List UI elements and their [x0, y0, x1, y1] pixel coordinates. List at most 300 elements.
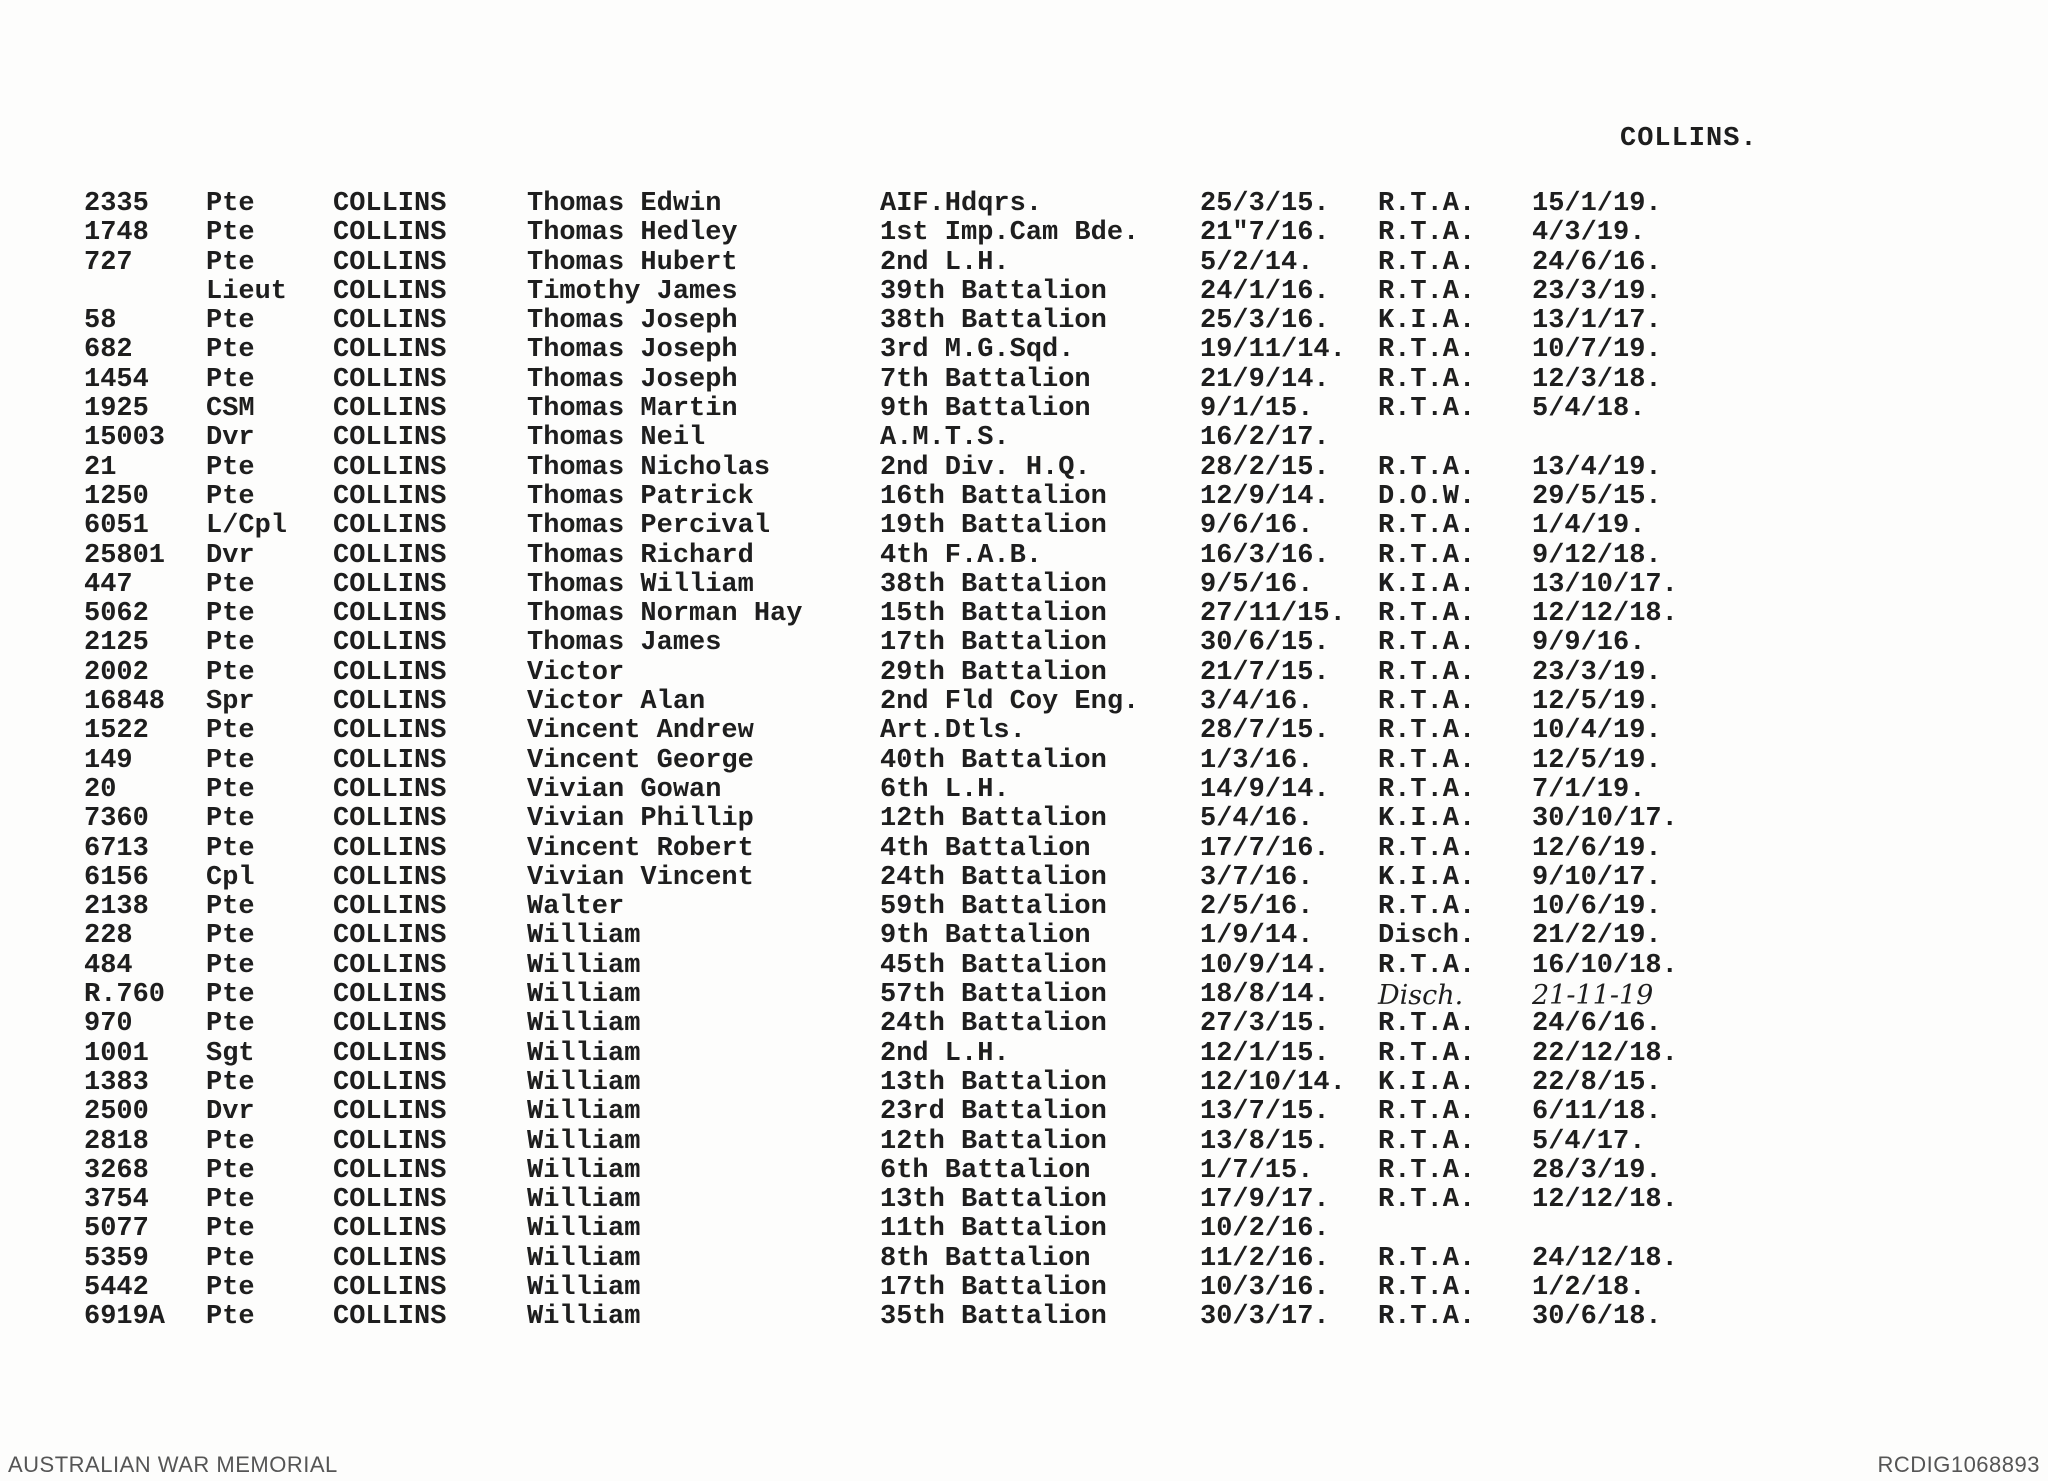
service-number-cell: R.760 [84, 980, 166, 1011]
surname-cell: COLLINS [333, 569, 447, 600]
table-row [0, 1274, 2048, 1303]
surname-cell: COLLINS [333, 540, 447, 571]
surname-cell: COLLINS [333, 833, 447, 864]
given-names-cell: Thomas Joseph [527, 335, 738, 366]
enlistment-date-cell: 24/1/16. [1200, 276, 1330, 307]
table-row [0, 805, 2048, 834]
given-names-cell: Timothy James [527, 276, 738, 307]
given-names-cell: William [527, 1302, 641, 1333]
given-names-cell: Thomas William [527, 569, 754, 600]
enlistment-date-cell: 12/10/14. [1200, 1067, 1346, 1098]
fate-cell: R.T.A. [1378, 1009, 1476, 1040]
table-row [0, 278, 2048, 307]
enlistment-date-cell: 9/1/15. [1200, 394, 1314, 425]
table-row [0, 1010, 2048, 1039]
fate-date-cell: 24/6/16. [1532, 1009, 1662, 1040]
enlistment-date-cell: 19/11/14. [1200, 335, 1346, 366]
given-names-cell: Thomas Norman Hay [527, 599, 803, 630]
unit-cell: 45th Battalion [880, 950, 1107, 981]
service-number-cell: 25801 [84, 540, 166, 571]
fate-cell: R.T.A. [1378, 218, 1476, 249]
rank-cell: Pte [206, 657, 255, 688]
surname-cell: COLLINS [333, 1067, 447, 1098]
given-names-cell: Vincent Andrew [527, 716, 754, 747]
given-names-cell: William [527, 1272, 641, 1303]
unit-cell: 35th Battalion [880, 1302, 1107, 1333]
fate-date-cell: 30/10/17. [1532, 804, 1678, 835]
service-number-cell: 5359 [84, 1243, 149, 1274]
unit-cell: 1st Imp.Cam Bde. [880, 218, 1140, 249]
enlistment-date-cell: 5/4/16. [1200, 804, 1314, 835]
table-row [0, 952, 2048, 981]
enlistment-date-cell: 14/9/14. [1200, 774, 1330, 805]
fate-cell: R.T.A. [1378, 364, 1476, 395]
rank-cell: Cpl [206, 862, 255, 893]
fate-cell: R.T.A. [1378, 599, 1476, 630]
service-number-cell: 228 [84, 921, 133, 952]
service-number-cell: 6713 [84, 833, 149, 864]
table-row [0, 366, 2048, 395]
service-number-cell: 6156 [84, 862, 149, 893]
surname-cell: COLLINS [333, 276, 447, 307]
service-number-cell: 2500 [84, 1097, 149, 1128]
given-names-cell: William [527, 1185, 641, 1216]
surname-cell: COLLINS [333, 921, 447, 952]
unit-cell: 4th Battalion [880, 833, 1091, 864]
enlistment-date-cell: 10/9/14. [1200, 950, 1330, 981]
surname-cell: COLLINS [333, 745, 447, 776]
fate-cell: R.T.A. [1378, 892, 1476, 923]
given-names-cell: William [527, 1126, 641, 1157]
unit-cell: 2nd L.H. [880, 247, 1010, 278]
table-row [0, 1245, 2048, 1274]
unit-cell: 29th Battalion [880, 657, 1107, 688]
service-number-cell: 21 [84, 452, 117, 483]
fate-cell: R.T.A. [1378, 247, 1476, 278]
unit-cell: 9th Battalion [880, 921, 1091, 952]
unit-cell: 38th Battalion [880, 306, 1107, 337]
given-names-cell: Victor Alan [527, 687, 706, 718]
fate-date-cell: 10/4/19. [1532, 716, 1662, 747]
unit-cell: AIF.Hdqrs. [880, 189, 1043, 219]
unit-cell: 24th Battalion [880, 862, 1107, 893]
service-number-cell: 970 [84, 1009, 133, 1040]
rank-cell: Pte [206, 1155, 255, 1186]
surname-cell: COLLINS [333, 657, 447, 688]
rank-cell: Pte [206, 306, 255, 337]
given-names-cell: William [527, 1214, 641, 1245]
enlistment-date-cell: 25/3/16. [1200, 306, 1330, 337]
fate-date-cell: 6/11/18. [1532, 1097, 1662, 1128]
table-row [0, 1098, 2048, 1127]
service-number-cell: 1454 [84, 364, 149, 395]
rank-cell: Pte [206, 599, 255, 630]
rank-cell: Pte [206, 218, 255, 249]
rank-cell: CSM [206, 394, 255, 425]
fate-cell: R.T.A. [1378, 628, 1476, 659]
given-names-cell: Vincent Robert [527, 833, 754, 864]
fate-date-cell: 12/6/19. [1532, 833, 1662, 864]
fate-cell: R.T.A. [1378, 1243, 1476, 1274]
fate-cell: R.T.A. [1378, 511, 1476, 542]
rank-cell: Pte [206, 980, 255, 1011]
table-row [0, 512, 2048, 541]
unit-cell: 17th Battalion [880, 628, 1107, 659]
rank-cell: Pte [206, 745, 255, 776]
fate-cell: R.T.A. [1378, 833, 1476, 864]
service-number-cell: 58 [84, 306, 117, 337]
surname-cell: COLLINS [333, 452, 447, 483]
given-names-cell: William [527, 1155, 641, 1186]
surname-cell: COLLINS [333, 1155, 447, 1186]
surname-cell: COLLINS [333, 364, 447, 395]
unit-cell: 24th Battalion [880, 1009, 1107, 1040]
given-names-cell: William [527, 1038, 641, 1069]
enlistment-date-cell: 10/2/16. [1200, 1214, 1330, 1245]
service-number-cell: 5062 [84, 599, 149, 630]
fate-date-cell: 1/2/18. [1532, 1272, 1646, 1303]
fate-date-cell: 5/4/18. [1532, 394, 1646, 425]
rank-cell: Pte [206, 569, 255, 600]
fate-date-cell: 12/3/18. [1532, 364, 1662, 395]
given-names-cell: Thomas Neil [527, 423, 706, 454]
enlistment-date-cell: 1/3/16. [1200, 745, 1314, 776]
rank-cell: L/Cpl [206, 511, 288, 542]
surname-cell: COLLINS [333, 1302, 447, 1333]
fate-cell: R.T.A. [1378, 1185, 1476, 1216]
enlistment-date-cell: 28/7/15. [1200, 716, 1330, 747]
table-row [0, 600, 2048, 629]
enlistment-date-cell: 21/7/15. [1200, 657, 1330, 688]
enlistment-date-cell: 21/9/14. [1200, 364, 1330, 395]
given-names-cell: Thomas Hedley [527, 218, 738, 249]
fate-date-cell: 9/12/18. [1532, 540, 1662, 571]
enlistment-date-cell: 12/1/15. [1200, 1038, 1330, 1069]
fate-cell: R.T.A. [1378, 394, 1476, 425]
service-number-cell: 1925 [84, 394, 149, 425]
service-number-cell: 20 [84, 774, 117, 805]
rank-cell: Pte [206, 833, 255, 864]
footer-reference: RCDIG1068893 [1877, 1452, 2040, 1477]
fate-date-cell: 4/3/19. [1532, 218, 1646, 249]
rank-cell: Pte [206, 1126, 255, 1157]
fate-cell: R.T.A. [1378, 1272, 1476, 1303]
service-number-cell: 1522 [84, 716, 149, 747]
given-names-cell: William [527, 980, 641, 1011]
fate-date-cell: 24/12/18. [1532, 1243, 1678, 1274]
surname-cell: COLLINS [333, 335, 447, 366]
service-number-cell: 1748 [84, 218, 149, 249]
service-number-cell: 1001 [84, 1038, 149, 1069]
rank-cell: Pte [206, 1243, 255, 1274]
surname-cell: COLLINS [333, 862, 447, 893]
given-names-cell: Vivian Vincent [527, 862, 754, 893]
table-row [0, 395, 2048, 424]
table-row [0, 629, 2048, 658]
surname-cell: COLLINS [333, 980, 447, 1011]
fate-date-cell: 13/4/19. [1532, 452, 1662, 483]
enlistment-date-cell: 5/2/14. [1200, 247, 1314, 278]
fate-cell: R.T.A. [1378, 657, 1476, 688]
surname-cell: COLLINS [333, 804, 447, 835]
service-number-cell: 2138 [84, 892, 149, 923]
table-row [0, 1157, 2048, 1186]
table-row [0, 249, 2048, 278]
unit-cell: 4th F.A.B. [880, 540, 1043, 571]
given-names-cell: Thomas Joseph [527, 306, 738, 337]
unit-cell: 12th Battalion [880, 804, 1107, 835]
service-number-cell: 5442 [84, 1272, 149, 1303]
given-names-cell: William [527, 1243, 641, 1274]
fate-date-cell: 23/3/19. [1532, 657, 1662, 688]
table-row [0, 835, 2048, 864]
fate-date-cell: 10/6/19. [1532, 892, 1662, 923]
fate-cell: R.T.A. [1378, 1126, 1476, 1157]
given-names-cell: Thomas Richard [527, 540, 754, 571]
unit-cell: 2nd L.H. [880, 1038, 1010, 1069]
enlistment-date-cell: 25/3/15. [1200, 189, 1330, 219]
given-names-cell: William [527, 1067, 641, 1098]
fate-date-cell: 7/1/19. [1532, 774, 1646, 805]
rank-cell: Pte [206, 1272, 255, 1303]
table-row [0, 747, 2048, 776]
fate-cell: K.I.A. [1378, 1067, 1476, 1098]
service-number-cell: 7360 [84, 804, 149, 835]
surname-cell: COLLINS [333, 892, 447, 923]
given-names-cell: Victor [527, 657, 625, 688]
surname-cell: COLLINS [333, 1243, 447, 1274]
service-number-cell: 6919A [84, 1302, 166, 1333]
fate-date-cell: 5/4/17. [1532, 1126, 1646, 1157]
fate-cell: R.T.A. [1378, 189, 1476, 219]
footer-institution: AUSTRALIAN WAR MEMORIAL [8, 1452, 338, 1477]
enlistment-date-cell: 10/3/16. [1200, 1272, 1330, 1303]
fate-date-cell: 23/3/19. [1532, 276, 1662, 307]
given-names-cell: William [527, 1097, 641, 1128]
service-number-cell: 1250 [84, 481, 149, 512]
surname-cell: COLLINS [333, 306, 447, 337]
surname-cell: COLLINS [333, 599, 447, 630]
service-number-cell: 3754 [84, 1185, 149, 1216]
service-number-cell: 2002 [84, 657, 149, 688]
service-number-cell: 682 [84, 335, 133, 366]
unit-cell: 9th Battalion [880, 394, 1091, 425]
table-row [0, 776, 2048, 805]
fate-cell: R.T.A. [1378, 276, 1476, 307]
enlistment-date-cell: 30/3/17. [1200, 1302, 1330, 1333]
rank-cell: Pte [206, 481, 255, 512]
given-names-cell: William [527, 921, 641, 952]
service-number-cell: 447 [84, 569, 133, 600]
rank-cell: Pte [206, 1067, 255, 1098]
rank-cell: Spr [206, 687, 255, 718]
fate-cell: R.T.A. [1378, 1038, 1476, 1069]
surname-cell: COLLINS [333, 511, 447, 542]
service-number-cell: 2818 [84, 1126, 149, 1157]
rank-cell: Pte [206, 892, 255, 923]
fate-date-cell: 13/1/17. [1532, 306, 1662, 337]
unit-cell: Art.Dtls. [880, 716, 1026, 747]
rank-cell: Pte [206, 716, 255, 747]
unit-cell: 6th L.H. [880, 774, 1010, 805]
unit-cell: 57th Battalion [880, 980, 1107, 1011]
service-number-cell: 484 [84, 950, 133, 981]
table-row [0, 1069, 2048, 1098]
rank-cell: Lieut [206, 276, 288, 307]
given-names-cell: Thomas Hubert [527, 247, 738, 278]
fate-date-cell: 22/8/15. [1532, 1067, 1662, 1098]
fate-cell: Disch. [1378, 980, 1464, 1012]
enlistment-date-cell: 30/6/15. [1200, 628, 1330, 659]
given-names-cell: William [527, 1009, 641, 1040]
enlistment-date-cell: 17/9/17. [1200, 1185, 1330, 1216]
service-number-cell: 2125 [84, 628, 149, 659]
enlistment-date-cell: 16/2/17. [1200, 423, 1330, 454]
surname-cell: COLLINS [333, 1097, 447, 1128]
rank-cell: Pte [206, 247, 255, 278]
table-row [0, 307, 2048, 336]
table-row [0, 922, 2048, 951]
surname-cell: COLLINS [333, 628, 447, 659]
fate-date-cell: 16/10/18. [1532, 950, 1678, 981]
given-names-cell: Thomas Edwin [527, 189, 722, 219]
enlistment-date-cell: 11/2/16. [1200, 1243, 1330, 1274]
rank-cell: Pte [206, 628, 255, 659]
unit-cell: 6th Battalion [880, 1155, 1091, 1186]
fate-cell: R.T.A. [1378, 1155, 1476, 1186]
enlistment-date-cell: 3/4/16. [1200, 687, 1314, 718]
fate-cell: R.T.A. [1378, 716, 1476, 747]
given-names-cell: Thomas James [527, 628, 722, 659]
rank-cell: Pte [206, 452, 255, 483]
unit-cell: 15th Battalion [880, 599, 1107, 630]
service-number-cell: 5077 [84, 1214, 149, 1245]
table-row [0, 864, 2048, 893]
unit-cell: 17th Battalion [880, 1272, 1107, 1303]
service-number-cell: 2335 [84, 189, 149, 219]
unit-cell: 19th Battalion [880, 511, 1107, 542]
enlistment-date-cell: 1/7/15. [1200, 1155, 1314, 1186]
unit-cell: 7th Battalion [880, 364, 1091, 395]
rank-cell: Pte [206, 364, 255, 395]
given-names-cell: Walter [527, 892, 625, 923]
fate-cell: R.T.A. [1378, 1097, 1476, 1128]
unit-cell: 59th Battalion [880, 892, 1107, 923]
unit-cell: 39th Battalion [880, 276, 1107, 307]
surname-cell: COLLINS [333, 423, 447, 454]
fate-date-cell: 30/6/18. [1532, 1302, 1662, 1333]
service-number-cell: 6051 [84, 511, 149, 542]
table-row [0, 336, 2048, 365]
surname-cell: COLLINS [333, 1009, 447, 1040]
fate-cell: R.T.A. [1378, 1302, 1476, 1333]
rank-cell: Dvr [206, 423, 255, 454]
fate-cell: R.T.A. [1378, 687, 1476, 718]
unit-cell: 12th Battalion [880, 1126, 1107, 1157]
enlistment-date-cell: 21"7/16. [1200, 218, 1330, 249]
unit-cell: 2nd Fld Coy Eng. [880, 687, 1140, 718]
table-row [0, 1303, 2048, 1332]
service-number-cell: 1383 [84, 1067, 149, 1098]
fate-date-cell: 12/12/18. [1532, 1185, 1678, 1216]
fate-date-cell: 21/2/19. [1532, 921, 1662, 952]
page-header: COLLINS. [1620, 124, 1758, 154]
given-names-cell: William [527, 950, 641, 981]
fate-date-cell: 10/7/19. [1532, 335, 1662, 366]
rank-cell: Dvr [206, 1097, 255, 1128]
fate-date-cell: 9/10/17. [1532, 862, 1662, 893]
table-row [0, 717, 2048, 746]
table-row [0, 1128, 2048, 1157]
enlistment-date-cell: 1/9/14. [1200, 921, 1314, 952]
table-row [0, 454, 2048, 483]
fate-cell: Disch. [1378, 921, 1476, 952]
unit-cell: A.M.T.S. [880, 423, 1010, 454]
fate-cell: K.I.A. [1378, 804, 1476, 835]
surname-cell: COLLINS [333, 1126, 447, 1157]
unit-cell: 23rd Battalion [880, 1097, 1107, 1128]
fate-date-cell: 28/3/19. [1532, 1155, 1662, 1186]
given-names-cell: Vincent George [527, 745, 754, 776]
fate-date-cell: 12/5/19. [1532, 687, 1662, 718]
rank-cell: Pte [206, 335, 255, 366]
surname-cell: COLLINS [333, 1185, 447, 1216]
fate-date-cell: 13/10/17. [1532, 569, 1678, 600]
table-row [0, 1215, 2048, 1244]
fate-cell: K.I.A. [1378, 306, 1476, 337]
given-names-cell: Vivian Phillip [527, 804, 754, 835]
fate-cell: D.O.W. [1378, 481, 1476, 512]
fate-cell: K.I.A. [1378, 569, 1476, 600]
enlistment-date-cell: 9/5/16. [1200, 569, 1314, 600]
table-row [0, 219, 2048, 248]
enlistment-date-cell: 2/5/16. [1200, 892, 1314, 923]
rank-cell: Pte [206, 774, 255, 805]
fate-cell: R.T.A. [1378, 950, 1476, 981]
rank-cell: Pte [206, 950, 255, 981]
rank-cell: Pte [206, 921, 255, 952]
given-names-cell: Thomas Martin [527, 394, 738, 425]
surname-cell: COLLINS [333, 716, 447, 747]
enlistment-date-cell: 27/3/15. [1200, 1009, 1330, 1040]
service-number-cell: 16848 [84, 687, 166, 718]
table-row [0, 571, 2048, 600]
unit-cell: 2nd Div. H.Q. [880, 452, 1091, 483]
given-names-cell: Thomas Nicholas [527, 452, 771, 483]
surname-cell: COLLINS [333, 1272, 447, 1303]
enlistment-date-cell: 18/8/14. [1200, 980, 1330, 1011]
unit-cell: 16th Battalion [880, 481, 1107, 512]
surname-cell: COLLINS [333, 247, 447, 278]
enlistment-date-cell: 13/8/15. [1200, 1126, 1330, 1157]
table-row [0, 659, 2048, 688]
service-number-cell: 149 [84, 745, 133, 776]
fate-cell: R.T.A. [1378, 452, 1476, 483]
rank-cell: Pte [206, 804, 255, 835]
rank-cell: Pte [206, 189, 255, 219]
table-row [0, 893, 2048, 922]
fate-date-cell: 1/4/19. [1532, 511, 1646, 542]
service-number-cell: 3268 [84, 1155, 149, 1186]
surname-cell: COLLINS [333, 394, 447, 425]
fate-date-cell: 12/5/19. [1532, 745, 1662, 776]
unit-cell: 38th Battalion [880, 569, 1107, 600]
rank-cell: Pte [206, 1185, 255, 1216]
enlistment-date-cell: 16/3/16. [1200, 540, 1330, 571]
given-names-cell: Thomas Patrick [527, 481, 754, 512]
enlistment-date-cell: 17/7/16. [1200, 833, 1330, 864]
unit-cell: 3rd M.G.Sqd. [880, 335, 1075, 366]
